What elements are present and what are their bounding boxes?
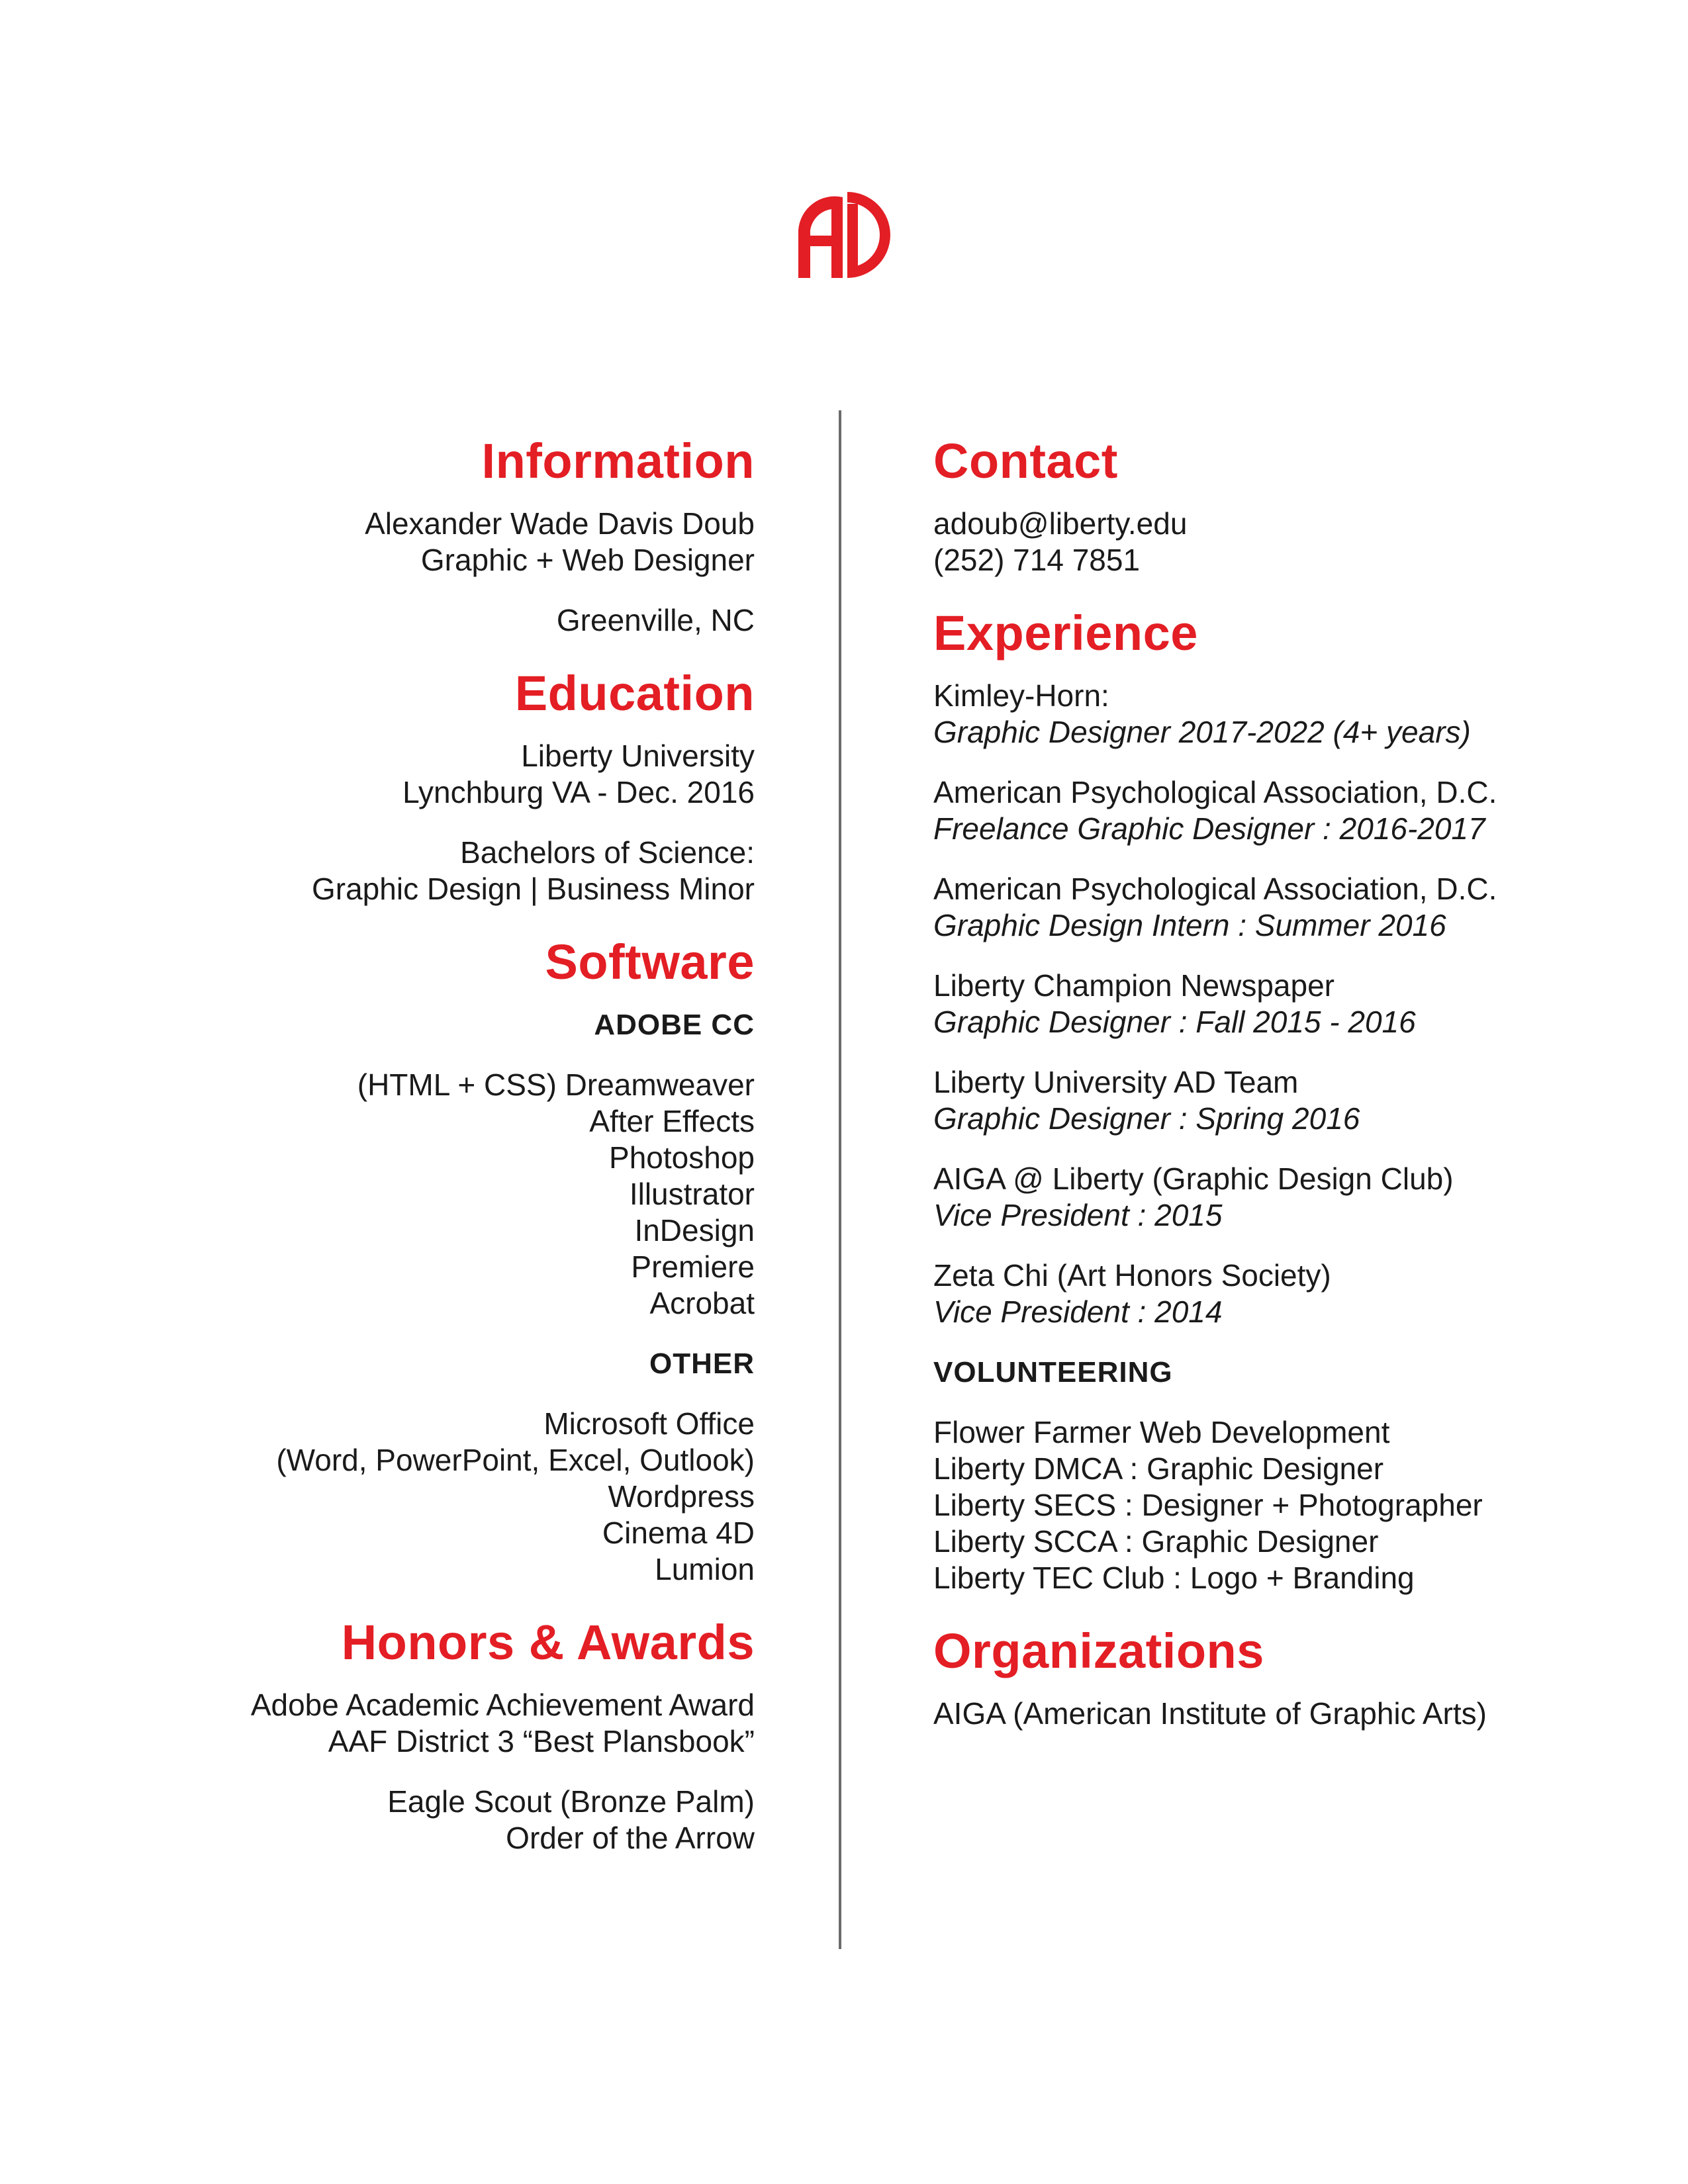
experience-org: Zeta Chi (Art Honors Society): [933, 1258, 1331, 1293]
column-divider: [839, 410, 841, 1949]
school-place-date: Lynchburg VA - Dec. 2016: [402, 775, 755, 809]
ad-monogram-logo: [793, 185, 892, 285]
organizations-heading: Organizations: [933, 1623, 1264, 1678]
experience-item: [933, 1064, 1635, 1137]
location: Greenville, NC: [556, 603, 755, 637]
volunteering-item: Liberty SCCA : Graphic Designer: [933, 1524, 1379, 1559]
degree: Bachelors of Science:: [460, 835, 755, 870]
honor-item: Adobe Academic Achievement Award: [250, 1688, 755, 1722]
experience-org: AIGA @ Liberty (Graphic Design Club): [933, 1161, 1454, 1196]
school-name: Liberty University: [521, 739, 755, 773]
software-section: [53, 934, 755, 1588]
software-item: InDesign: [634, 1213, 755, 1248]
experience-item: [933, 968, 1635, 1040]
experience-org: American Psychological Association, D.C.: [933, 872, 1497, 906]
email-link[interactable]: adoub@liberty.edu: [933, 506, 1188, 541]
experience-role: Vice President : 2015: [933, 1198, 1223, 1232]
experience-role: Graphic Design Intern : Summer 2016: [933, 908, 1446, 942]
information-section: [53, 433, 755, 639]
software-item: Cinema 4D: [602, 1516, 755, 1550]
contact-section: [933, 433, 1635, 578]
experience-role: Graphic Designer 2017-2022 (4+ years): [933, 715, 1471, 749]
software-item: Photoshop: [609, 1140, 755, 1175]
honor-item: AAF District 3 “Best Plansbook”: [328, 1724, 755, 1758]
information-heading: Information: [481, 433, 755, 488]
phone-number[interactable]: (252) 714 7851: [933, 543, 1141, 577]
experience-org: Kimley-Horn:: [933, 678, 1109, 713]
honors-section: [53, 1615, 755, 1856]
organizations-section: [933, 1623, 1635, 1732]
contact-heading: Contact: [933, 433, 1118, 488]
experience-section: [933, 606, 1635, 1596]
software-item: Lumion: [655, 1552, 755, 1586]
software-item: After Effects: [589, 1104, 755, 1138]
honors-heading: Honors & Awards: [341, 1615, 755, 1670]
left-column: [53, 433, 755, 1856]
right-column: [933, 433, 1635, 1732]
honor-item: Order of the Arrow: [506, 1821, 755, 1855]
job-title: Graphic + Web Designer: [420, 543, 755, 577]
honor-item: Eagle Scout (Bronze Palm): [387, 1784, 755, 1819]
experience-item: [933, 871, 1635, 944]
experience-org: Liberty Champion Newspaper: [933, 968, 1335, 1003]
software-item: Microsoft Office: [543, 1406, 755, 1441]
software-item: Illustrator: [629, 1177, 755, 1211]
major: Graphic Design | Business Minor: [312, 872, 755, 906]
adobe-cc-label: ADOBE CC: [594, 1009, 755, 1041]
logo-d-shape: [847, 192, 890, 278]
education-heading: Education: [514, 666, 755, 721]
volunteering-item: Flower Farmer Web Development: [933, 1415, 1390, 1449]
logo-a-shape: [798, 197, 843, 278]
software-item: (Word, PowerPoint, Excel, Outlook): [276, 1443, 755, 1477]
software-heading: Software: [545, 934, 755, 989]
software-item: Acrobat: [649, 1286, 755, 1320]
volunteering-label: VOLUNTEERING: [933, 1356, 1173, 1388]
other-software-label: OTHER: [649, 1347, 755, 1380]
software-item: Premiere: [631, 1250, 755, 1284]
experience-org: American Psychological Association, D.C.: [933, 775, 1497, 809]
experience-item: [933, 678, 1635, 751]
experience-role: Graphic Designer : Fall 2015 - 2016: [933, 1005, 1416, 1039]
experience-item: [933, 1257, 1635, 1330]
experience-item: [933, 1161, 1635, 1234]
full-name: Alexander Wade Davis Doub: [365, 506, 755, 541]
experience-role: Graphic Designer : Spring 2016: [933, 1101, 1360, 1136]
experience-org: Liberty University AD Team: [933, 1065, 1299, 1099]
volunteering-item: Liberty SECS : Designer + Photographer: [933, 1488, 1483, 1522]
experience-heading: Experience: [933, 606, 1198, 660]
experience-item: [933, 774, 1635, 847]
experience-role: Vice President : 2014: [933, 1295, 1223, 1329]
education-section: [53, 666, 755, 907]
software-item: Wordpress: [608, 1479, 755, 1514]
software-item: (HTML + CSS) Dreamweaver: [357, 1068, 755, 1102]
organization-item: AIGA (American Institute of Graphic Arts): [933, 1696, 1487, 1731]
volunteering-item: Liberty TEC Club : Logo + Branding: [933, 1561, 1415, 1595]
volunteering-item: Liberty DMCA : Graphic Designer: [933, 1451, 1384, 1486]
experience-role: Freelance Graphic Designer : 2016-2017: [933, 811, 1485, 846]
